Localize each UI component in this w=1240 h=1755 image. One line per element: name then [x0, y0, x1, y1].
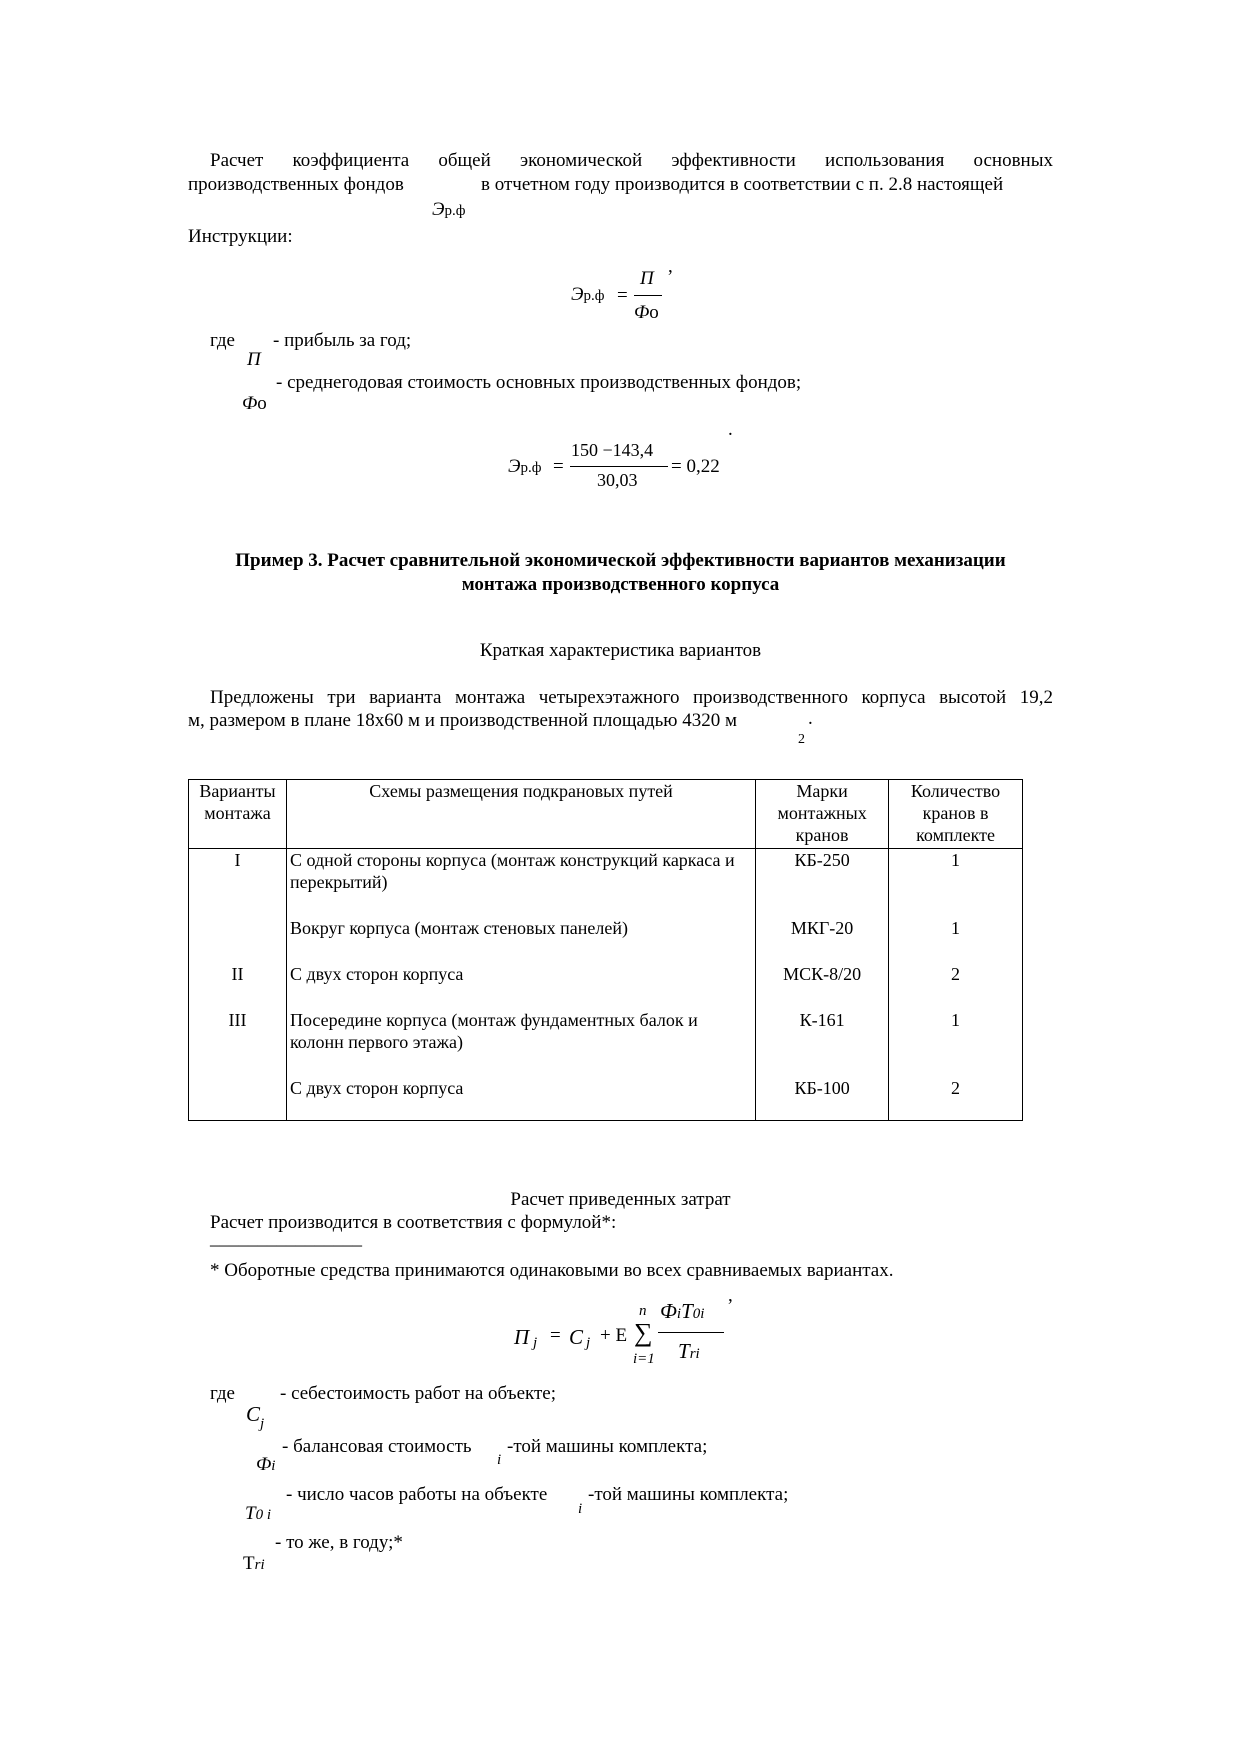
table-row	[189, 1077, 1023, 1121]
formula2-denominator: 30,03	[597, 470, 638, 490]
table-row	[189, 917, 1023, 963]
formula3-c-sub: j	[586, 1335, 591, 1351]
defs1-f-text: - среднегодовая стоимость основных производственных фондов;	[276, 372, 802, 393]
formula1-lhs: Эр.ф	[571, 284, 605, 305]
intro-line-2-right: в отчетном году производится в соответствии с п. 2.8 настоящей	[481, 174, 1004, 195]
example-paragraph-line-1: Предложены три варианта монтажа четырехэтажного производственного корпуса высотой 19,2	[210, 687, 1053, 708]
table-cell: С двух сторон корпуса	[286, 963, 755, 1009]
costs-title: Расчет приведенных затрат	[510, 1189, 731, 1210]
defs2-cost-symbol: $C_j$	[246, 1402, 265, 1432]
example-title-line-1: Пример 3. Расчет сравнительной экономической эффективности вариантов механизации	[235, 550, 1006, 571]
defs2-balance-text-a: - балансовая стоимость	[282, 1436, 472, 1457]
defs2-where: где	[210, 1383, 235, 1404]
defs2-hours-text-b: -той машины комплекта;	[588, 1484, 789, 1505]
formula3-sigma: ∑	[634, 1318, 653, 1347]
defs2-cost-text: - себестоимость работ на объекте;	[280, 1383, 557, 1404]
table-cell: КБ-100	[756, 1077, 889, 1121]
table-cell: III	[189, 1009, 287, 1077]
table-header-cell: Варианты монтажа	[189, 780, 287, 849]
table-cell: 2	[889, 963, 1023, 1009]
table-header-cell: Количество кранов в комплекте	[889, 780, 1023, 849]
formula2-lhs: Эр.ф	[508, 456, 542, 477]
table-header-cell: Марки монтажных кранов	[756, 780, 889, 849]
formula1-denominator: Фо	[634, 302, 659, 323]
defs1-where: где	[210, 330, 235, 351]
table-row	[189, 1009, 1023, 1077]
formula3-denominator: Tri	[678, 1339, 700, 1363]
formula3-lhs: П	[514, 1325, 530, 1349]
example-paragraph-sup: 2	[798, 732, 805, 747]
table-cell: К-161	[756, 1009, 889, 1077]
formula3-sigma-top: n	[639, 1303, 647, 1319]
table-cell: КБ-250	[756, 849, 889, 917]
formula3-sigma-bottom: i=1	[633, 1351, 655, 1367]
formula2-trailing-dot: .	[728, 419, 733, 440]
table-header-cell: Схемы размещения подкрановых путей	[286, 780, 755, 849]
table-row	[189, 963, 1023, 1009]
defs1-p-symbol: П	[247, 349, 261, 370]
defs2-balance-symbol: Фi	[256, 1454, 276, 1475]
table-cell: Вокруг корпуса (монтаж стеновых панелей)	[286, 917, 755, 963]
defs2-yearly-symbol: Тri	[243, 1553, 265, 1574]
table-cell: МСК-8/20	[756, 963, 889, 1009]
example-paragraph-end: .	[808, 708, 813, 729]
formula3-c: C	[569, 1325, 584, 1349]
formula1-numerator: П	[640, 268, 654, 289]
formula3-trailing-comma: ,	[728, 1285, 733, 1306]
defs2-balance-text-b: -той машины комплекта;	[507, 1436, 708, 1457]
formula1-fraction-bar	[634, 295, 662, 296]
footnote-text: * Оборотные средства принимаются одинаковыми во всех сравниваемых вариантах.	[210, 1260, 894, 1281]
formula1-trailing-comma: ,	[668, 256, 673, 277]
example-paragraph-line-2: м, размером в плане 18х60 м и производственной площадью 4320 м	[188, 710, 738, 731]
table-cell: 1	[889, 917, 1023, 963]
table-cell	[189, 1077, 287, 1121]
intro-line-3: Инструкции:	[188, 226, 293, 247]
formula3-plus-e: + E	[600, 1325, 628, 1346]
formula3-eq: =	[550, 1325, 561, 1346]
table-cell: С одной стороны корпуса (монтаж конструкций каркаса и перекрытий)	[286, 849, 755, 917]
table-cell: МКГ-20	[756, 917, 889, 963]
footnote-rule: ________________	[210, 1228, 362, 1249]
table-cell: 1	[889, 849, 1023, 917]
formula3-numerator: ФiT0i	[660, 1299, 705, 1323]
intro-line-1: Расчет коэффициента общей экономической эффективности использования основных	[210, 150, 1053, 171]
defs2-hours-text-a: - число часов работы на объекте	[286, 1484, 548, 1505]
crane-variants-table	[188, 779, 1023, 1121]
formula3-fraction-bar	[658, 1332, 724, 1333]
formula2-fraction-bar	[570, 466, 668, 467]
defs2-balance-index: i	[497, 1452, 502, 1468]
table-cell: С двух сторон корпуса	[286, 1077, 755, 1121]
defs1-f-symbol: Фо	[242, 393, 267, 414]
intro-line-2-left: производственных фондов	[188, 174, 404, 195]
table-cell: 1	[889, 1009, 1023, 1077]
table-cell: I	[189, 849, 287, 917]
table-header-row	[189, 780, 1023, 849]
formula2-eq: =	[553, 456, 564, 477]
table-cell	[189, 917, 287, 963]
costs-intro: Расчет производится в соответствия с формулой*:	[210, 1212, 617, 1233]
example-title-line-2: монтажа производственного корпуса	[461, 574, 780, 595]
table-cell: Посередине корпуса (монтаж фундаментных балок и колонн первого этажа)	[286, 1009, 755, 1077]
formula2-result: = 0,22	[671, 456, 720, 477]
table-cell: 2	[889, 1077, 1023, 1121]
formula3-lhs-sub: j	[533, 1335, 538, 1351]
table-row	[189, 849, 1023, 917]
table-cell: II	[189, 963, 287, 1009]
efficiency-symbol: Эр.ф	[432, 199, 466, 220]
defs2-yearly-text: - то же, в году;*	[275, 1532, 403, 1553]
defs2-hours-index: i	[578, 1501, 583, 1517]
example-subtitle: Краткая характеристика вариантов	[479, 640, 762, 661]
defs1-p-text: - прибыль за год;	[273, 330, 412, 351]
formula2-numerator: 150 −143,4	[571, 440, 654, 460]
defs2-hours-symbol: T0 i	[245, 1503, 271, 1524]
formula1-eq: =	[617, 285, 628, 306]
